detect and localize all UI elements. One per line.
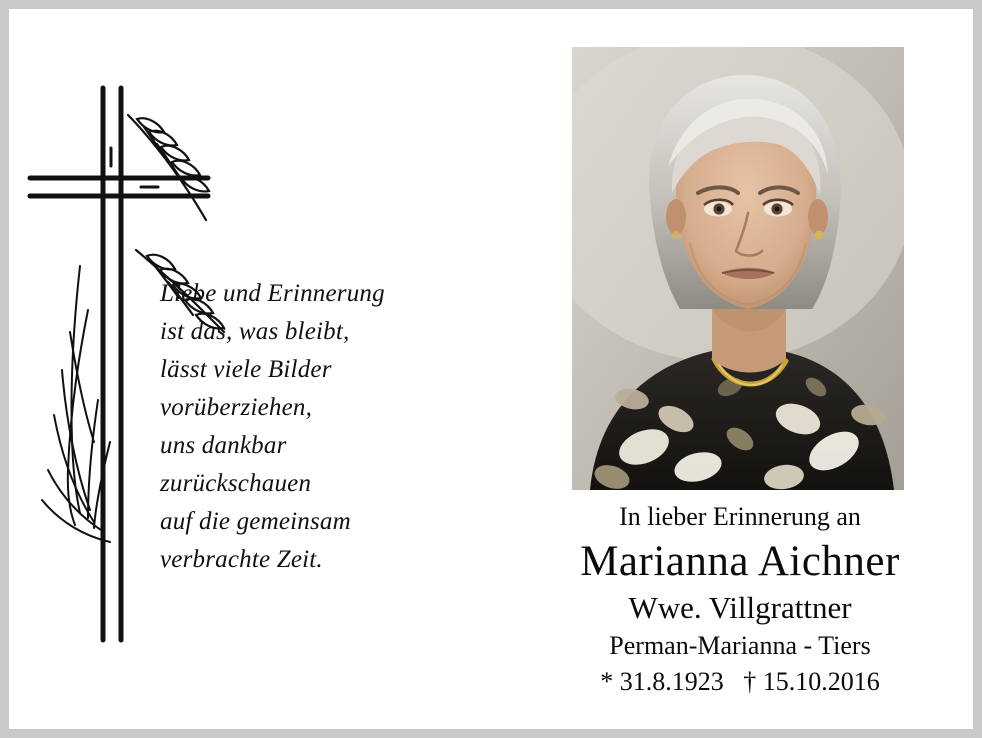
frame-border-left [0, 0, 9, 738]
portrait-photo [572, 47, 904, 490]
widow-name: Wwe. Villgrattner [628, 590, 852, 625]
verse-line: ist das, was bleibt, [160, 318, 350, 345]
verse-line: vorüberziehen, [160, 394, 313, 421]
frame-border-top [0, 0, 982, 9]
memorial-text-block [520, 500, 960, 700]
verse-line: verbrachte Zeit. [160, 546, 323, 573]
verse-line: uns dankbar [160, 432, 287, 459]
verse-line: zurückschauen [160, 470, 312, 497]
birth-and-death-dates: * 31.8.1923 † 15.10.2016 [600, 667, 880, 696]
verse-line: auf die gemeinsam [160, 508, 351, 535]
deceased-name: Marianna Aichner [580, 538, 900, 585]
memorial-intro: In lieber Erinnerung an [619, 502, 861, 531]
house-name-and-place: Perman-Marianna - Tiers [609, 631, 871, 660]
verse-line: Liebe und Erinnerung [160, 280, 385, 307]
verse-line: lässt viele Bilder [160, 356, 332, 383]
frame-border-bottom [0, 729, 982, 738]
memorial-verse [160, 275, 480, 579]
frame-border-right [973, 0, 982, 738]
